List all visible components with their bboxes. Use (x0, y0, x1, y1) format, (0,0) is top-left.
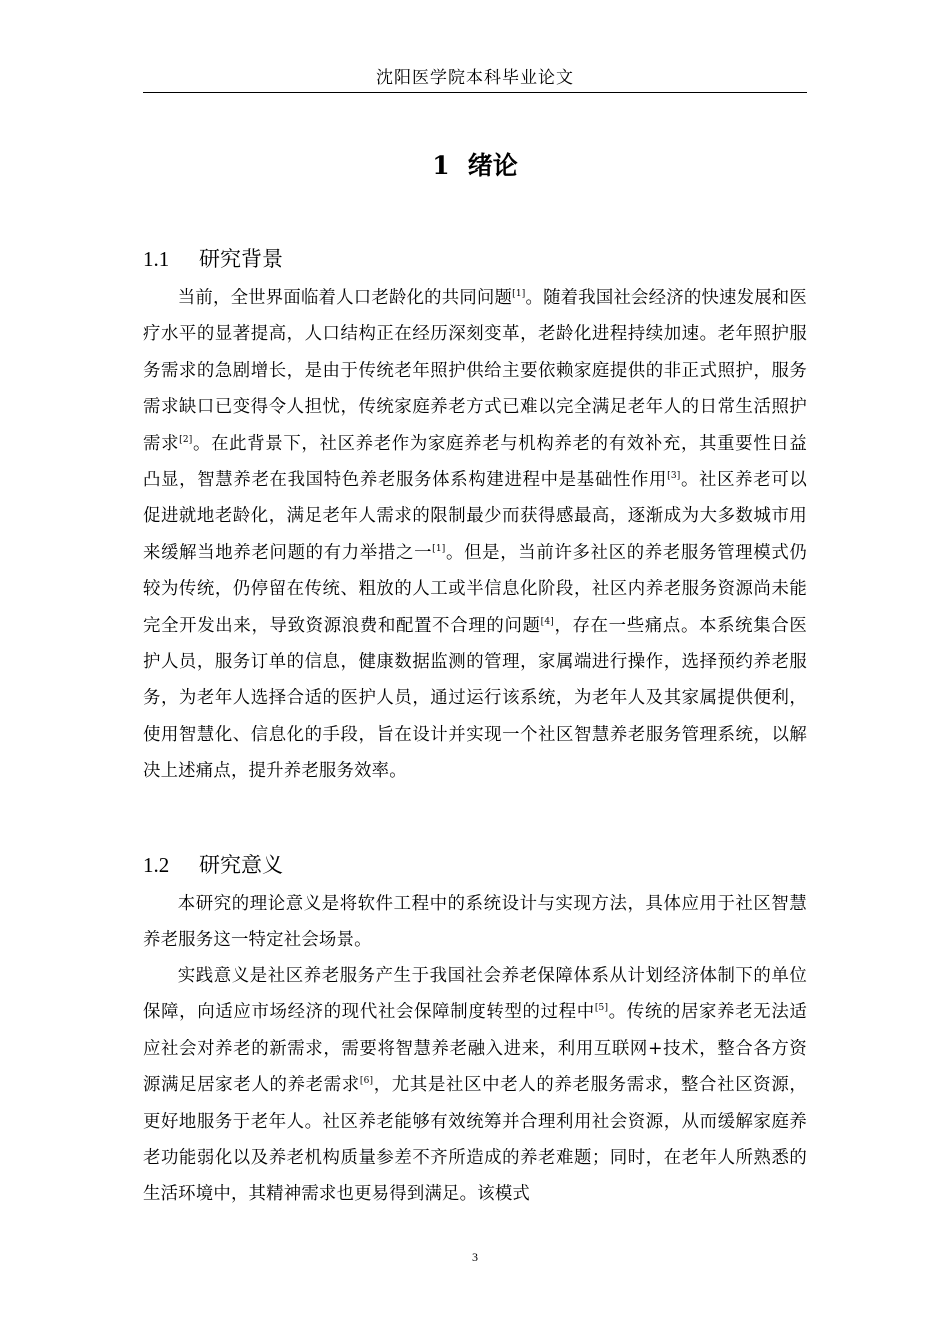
paragraph-background (143, 280, 807, 790)
text-run: 。随着我国社会经济的快速发展和医疗水平的显著提高，人口结构正在经历深刻变革，老龄化进程持续加速。老年照护服务需求的急剧增长，是由于传统老年照护供给主要依赖家庭提供的非正式照护，服务需求缺口已变得令人担忧，传统家庭养老方式已难以完全满足老年人的日常生活照护需求 (143, 288, 807, 454)
text-run: 。但是，当前许多社区的养老服务管理模式仍较为传统，仍停留在传统、粗放的人工或半信息化阶段，社区内养老服务资源尚未能完全开发出来，导致资源浪费和配置不合理的问题 (143, 542, 807, 636)
section-title: 研究背景 (199, 247, 283, 271)
chapter-number: 1 (432, 151, 450, 180)
paragraph-theoretical (143, 886, 807, 959)
citation: [2] (179, 434, 193, 445)
chapter-title-text: 绪论 (467, 151, 518, 180)
text-run: 。传统的居家养老无法适应社会对养老的新需求，需要将智慧养老融入进来，利用互联网+技术，整合各方资源满足居家老人的养老需求 (143, 1002, 807, 1096)
paragraph-practical (143, 958, 807, 1213)
citation: [6] (359, 1076, 374, 1087)
text-run: ，尤其是社区中老人的养老服务需求，整合社区资源，更好地服务于老年人。社区养老能够有效统筹并合理利用社会资源，从而缓解家庭养老功能弱化以及养老机构质量参差不齐所造成的养老难题；同时，在老年人所熟悉的生活环境中，其精神需求也更易得到满足。该模式 (143, 1075, 808, 1205)
section-number: 1.1 (143, 247, 170, 271)
text-run: 。在此背景下，社区养老作为家庭养老与机构养老的有效补充，其重要性日益凸显，智慧养老在我国特色养老服务体系构建进程中是基础性作用 (143, 433, 807, 491)
citation: [5] (594, 1003, 609, 1014)
text-run: 当前，全世界面临着人口老龄化的共同问题 (177, 288, 513, 308)
section-number: 1.2 (143, 853, 170, 877)
chapter-title (143, 146, 807, 186)
text-run: 。社区养老可以促进就地老龄化，满足老年人需求的限制最少而获得感最高，逐渐成为大多数城市用来缓解当地养老问题的有力举措之一 (143, 470, 807, 563)
text-run: 实践意义是社区养老服务产生于我国社会养老保障体系从计划经济体制下的单位保障，向适应市场经济的现代社会保障制度转型的过程中 (143, 966, 807, 1023)
section-heading-background (143, 243, 807, 275)
section-title: 研究意义 (199, 853, 283, 877)
text-run: 本研究的理论意义是将软件工程中的系统设计与实现方法，具体应用于社区智慧养老服务这一特定社会场景。 (143, 894, 807, 951)
citation: [3] (667, 471, 681, 482)
citation: [1] (432, 543, 446, 554)
citation: [4] (540, 616, 554, 627)
text-run: ，存在一些痛点。本系统集合医护人员，服务订单的信息，健康数据监测的管理，家属端进行操作，选择预约养老服务，为老年人选择合适的医护人员，通过运行该系统，为老年人及其家属提供便利，使用智慧化、信息化的手段，旨在设计并实现一个社区智慧养老服务管理系统，以解决上述痛点，提升养老服务效率。 (143, 615, 807, 782)
section-heading-significance (143, 849, 807, 881)
citation: [1] (512, 289, 526, 299)
page-header: 沈阳医学院本科毕业论文 (143, 64, 807, 93)
page-number: 3 (472, 1250, 478, 1264)
